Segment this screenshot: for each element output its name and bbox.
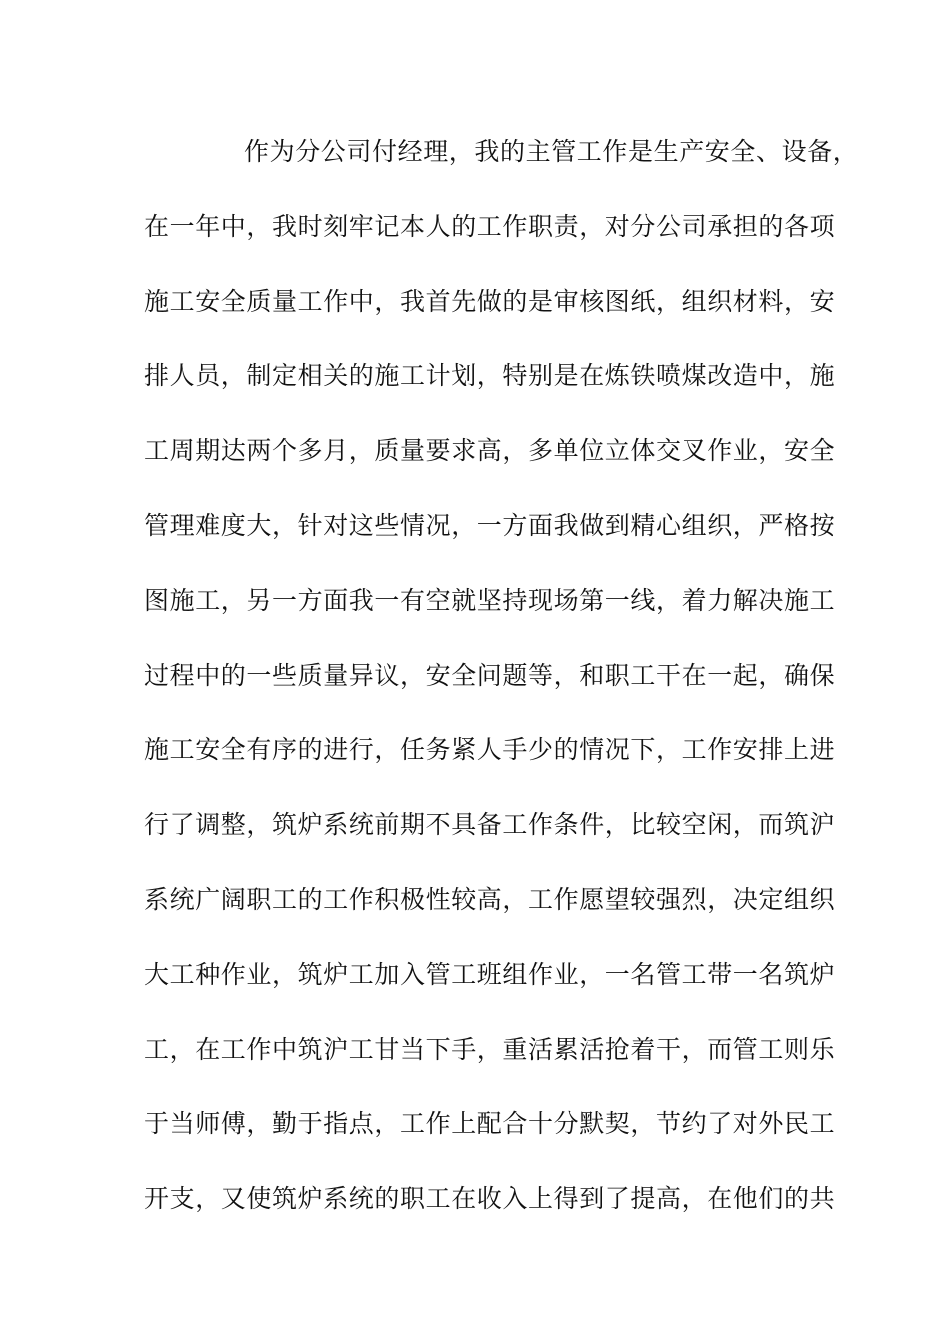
text-line: 开支，又使筑炉系统的职工在收入上得到了提高，在他们的共 [144,1184,836,1214]
text-line: 行了调整，筑炉系统前期不具备工作条件，比较空闲，而筑沪 [144,810,836,840]
text-line: 系统广阔职工的工作积极性较高，工作愿望较强烈，决定组织 [144,884,836,914]
body-paragraph [144,132,859,1254]
text-line: 在一年中，我时刻牢记本人的工作职责，对分公司承担的各项 [144,211,836,241]
text-line: 过程中的一些质量异议，安全问题等，和职工干在一起，确保 [144,660,836,690]
text-line: 作为分公司付经理，我的主管工作是生产安全、设备， [244,137,859,166]
text-line: 工，在工作中筑沪工甘当下手，重活累活抢着干，而管工则乐 [144,1034,836,1064]
text-line: 于当师傅，勤于指点，工作上配合十分默契，节约了对外民工 [144,1109,836,1139]
text-line: 施工安全质量工作中，我首先做的是审核图纸，组织材料，安 [144,286,836,316]
text-line: 工周期达两个多月，质量要求高，多单位立体交叉作业，安全 [144,436,836,466]
text-line: 大工种作业，筑炉工加入管工班组作业，一名管工带一名筑炉 [144,959,836,989]
text-line: 图施工，另一方面我一有空就坚持现场第一线，着力解决施工 [144,585,836,615]
text-line: 施工安全有序的进行，任务紧人手少的情况下，工作安排上进 [144,735,836,765]
text-line: 管理难度大，针对这些情况，一方面我做到精心组织，严格按 [144,510,836,540]
text-line: 排人员，制定相关的施工计划，特别是在炼铁喷煤改造中，施 [144,361,836,391]
